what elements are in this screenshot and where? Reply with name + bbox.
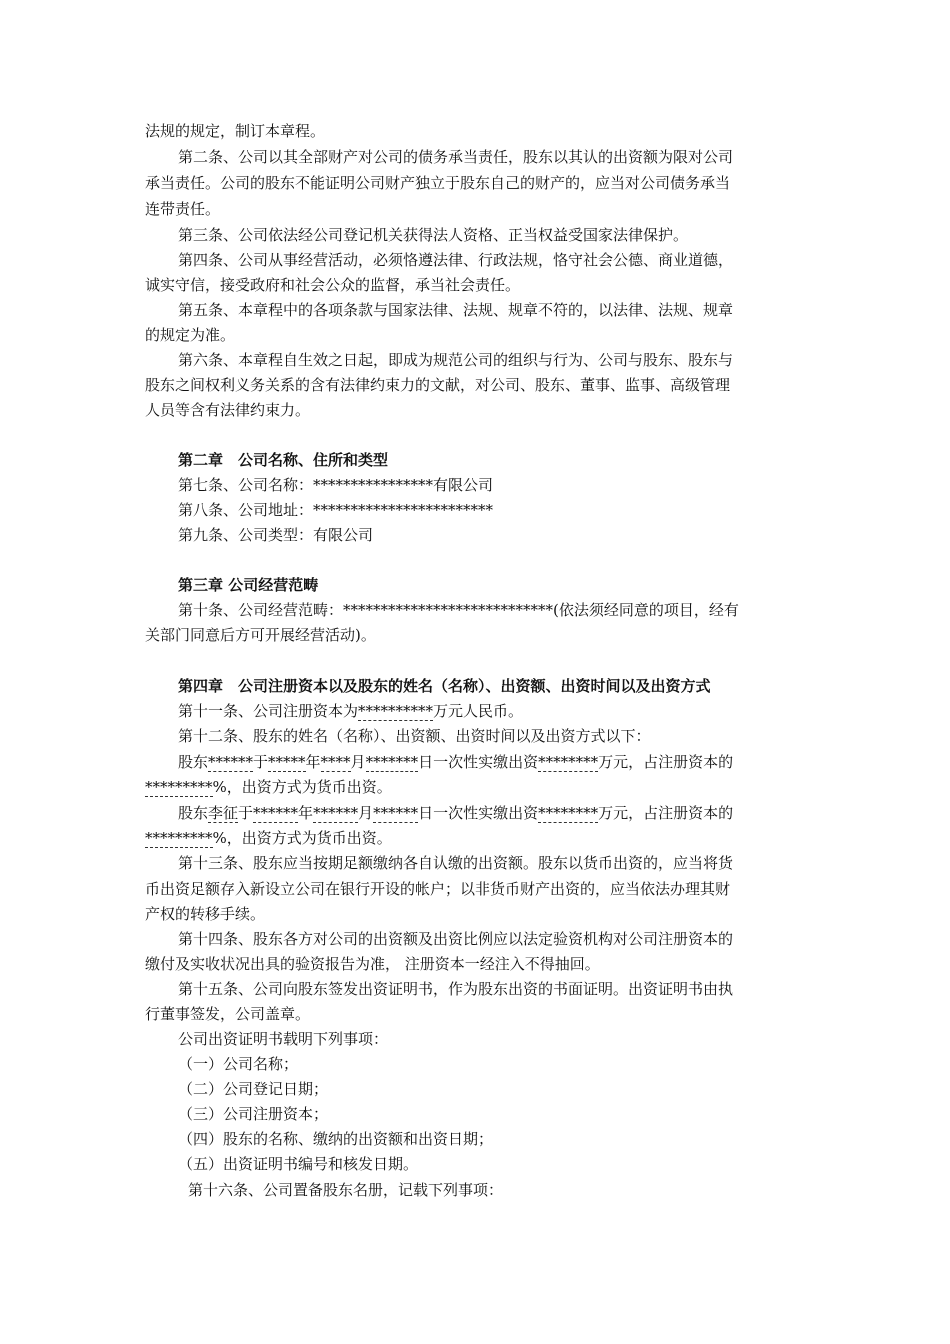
article-5: 第五条、本章程中的各项条款与国家法律、法规、规章不符的，以法律、法规、规章 xyxy=(178,301,734,319)
text-span: 月 xyxy=(358,804,374,822)
paragraph-line: 法规的规定，制订本章程。 xyxy=(145,122,326,140)
text-span: 年 xyxy=(305,753,321,771)
chapter-3-heading: 第三章 公司经营范畴 xyxy=(178,576,319,594)
article-7: 第七条、公司名称：****************有限公司 xyxy=(178,476,494,494)
text-span: 于 xyxy=(238,804,254,822)
text-span: 股东 xyxy=(178,804,209,822)
article-11-text: 第十一条、公司注册资本为 xyxy=(178,702,359,720)
text-span: 年 xyxy=(298,804,314,822)
shareholder-1-line-2 xyxy=(145,777,805,797)
paragraph-line: 股东之间权利义务关系的含有法律约束力的文献，对公司、股东、董事、监事、高级管理 xyxy=(145,376,731,394)
day-field: ****** xyxy=(373,804,419,822)
shareholder-1-line xyxy=(178,752,838,772)
paragraph-line: 缴付及实收状况出具的验资报告为准， 注册资本一经注入不得抽回。 xyxy=(145,955,600,973)
list-item: （四）股东的名称、缴纳的出资额和出资日期； xyxy=(178,1130,494,1148)
article-15: 第十五条、公司向股东签发出资证明书，作为股东出资的书面证明。出资证明书由执 xyxy=(178,980,734,998)
article-2: 第二条、公司以其全部财产对公司的债务承当责任，股东以其认的出资额为限对公司 xyxy=(178,148,734,166)
paragraph-line: 的规定为准。 xyxy=(145,326,236,344)
amount-field: ******** xyxy=(538,804,599,822)
shareholder-name-field: 李征 xyxy=(208,804,239,822)
paragraph-line: 承当责任。公司的股东不能证明公司财产独立于股东自己的财产的，应当对公司债务承当 xyxy=(145,174,731,192)
text-span: 万元，占注册资本的 xyxy=(598,753,734,771)
shareholder-2-line-2 xyxy=(145,828,805,848)
text-span: 万元，占注册资本的 xyxy=(598,804,734,822)
day-field: ******* xyxy=(365,753,419,771)
paragraph-line: 关部门同意后方可开展经营活动)。 xyxy=(145,626,376,644)
paragraph-line: 人员等含有法律约束力。 xyxy=(145,401,311,419)
chapter-4-heading: 第四章 公司注册资本以及股东的姓名（名称）、出资额、出资时间以及出资方式 xyxy=(178,677,711,695)
article-4: 第四条、公司从事经营活动，必须恪遵法律、行政法规，恪守社会公德、商业道德， xyxy=(178,251,734,269)
article-3: 第三条、公司依法经公司登记机关获得法人资格、正当权益受国家法律保护。 xyxy=(178,226,689,244)
paragraph-line: 产权的转移手续。 xyxy=(145,905,266,923)
amount-field: ******** xyxy=(538,753,599,771)
paragraph-line: 币出资足额存入新设立公司在银行开设的帐户；以非货币财产出资的，应当依法办理其财 xyxy=(145,880,731,898)
text-span: 股东 xyxy=(178,753,209,771)
shareholder-name-field: ****** xyxy=(208,753,254,771)
month-field: ****** xyxy=(313,804,359,822)
percent-field: ********* xyxy=(145,778,213,796)
text-span: %，出资方式为货币出资。 xyxy=(212,829,392,847)
article-11-unit: 万元人民币。 xyxy=(433,702,524,720)
article-8: 第八条、公司地址：************************ xyxy=(178,501,494,519)
article-12: 第十二条、股东的姓名（名称）、出资额、出资时间以及出资方式以下： xyxy=(178,727,651,745)
text-span: 日一次性实缴出资 xyxy=(418,804,539,822)
article-6: 第六条、本章程自生效之日起，即成为规范公司的组织与行为、公司与股东、股东与 xyxy=(178,351,734,369)
text-span: 日一次性实缴出资 xyxy=(418,753,539,771)
text-span: %，出资方式为货币出资。 xyxy=(212,778,392,796)
year-field: ***** xyxy=(268,753,306,771)
month-field: **** xyxy=(320,753,351,771)
list-item: （五）出资证明书编号和核发日期。 xyxy=(178,1155,419,1173)
article-10: 第十条、公司经营范畴：****************************(依法须经同意的项目，经有 xyxy=(178,601,739,619)
article-16: 第十六条、公司置备股东名册，记载下列事项： xyxy=(188,1181,504,1199)
shareholder-2-line xyxy=(178,803,838,823)
list-item: （二）公司登记日期； xyxy=(178,1080,329,1098)
chapter-2-heading: 第二章 公司名称、住所和类型 xyxy=(178,451,389,469)
paragraph-line: 公司出资证明书载明下列事项： xyxy=(178,1030,389,1048)
year-field: ****** xyxy=(253,804,299,822)
article-13: 第十三条、股东应当按期足额缴纳各自认缴的出资额。股东以货币出资的，应当将货 xyxy=(178,854,734,872)
percent-field: ********* xyxy=(145,829,213,847)
article-11 xyxy=(178,701,838,721)
registered-capital-field: ********** xyxy=(358,702,434,720)
paragraph-line: 行董事签发，公司盖章。 xyxy=(145,1005,311,1023)
paragraph-line: 连带责任。 xyxy=(145,200,221,218)
text-span: 于 xyxy=(253,753,269,771)
list-item: （三）公司注册资本； xyxy=(178,1105,329,1123)
paragraph-line: 诚实守信，接受政府和社会公众的监督，承当社会责任。 xyxy=(145,276,521,294)
article-9: 第九条、公司类型：有限公司 xyxy=(178,526,374,544)
article-14: 第十四条、股东各方对公司的出资额及出资比例应以法定验资机构对公司注册资本的 xyxy=(178,930,734,948)
list-item: （一）公司名称； xyxy=(178,1055,299,1073)
text-span: 月 xyxy=(350,753,366,771)
